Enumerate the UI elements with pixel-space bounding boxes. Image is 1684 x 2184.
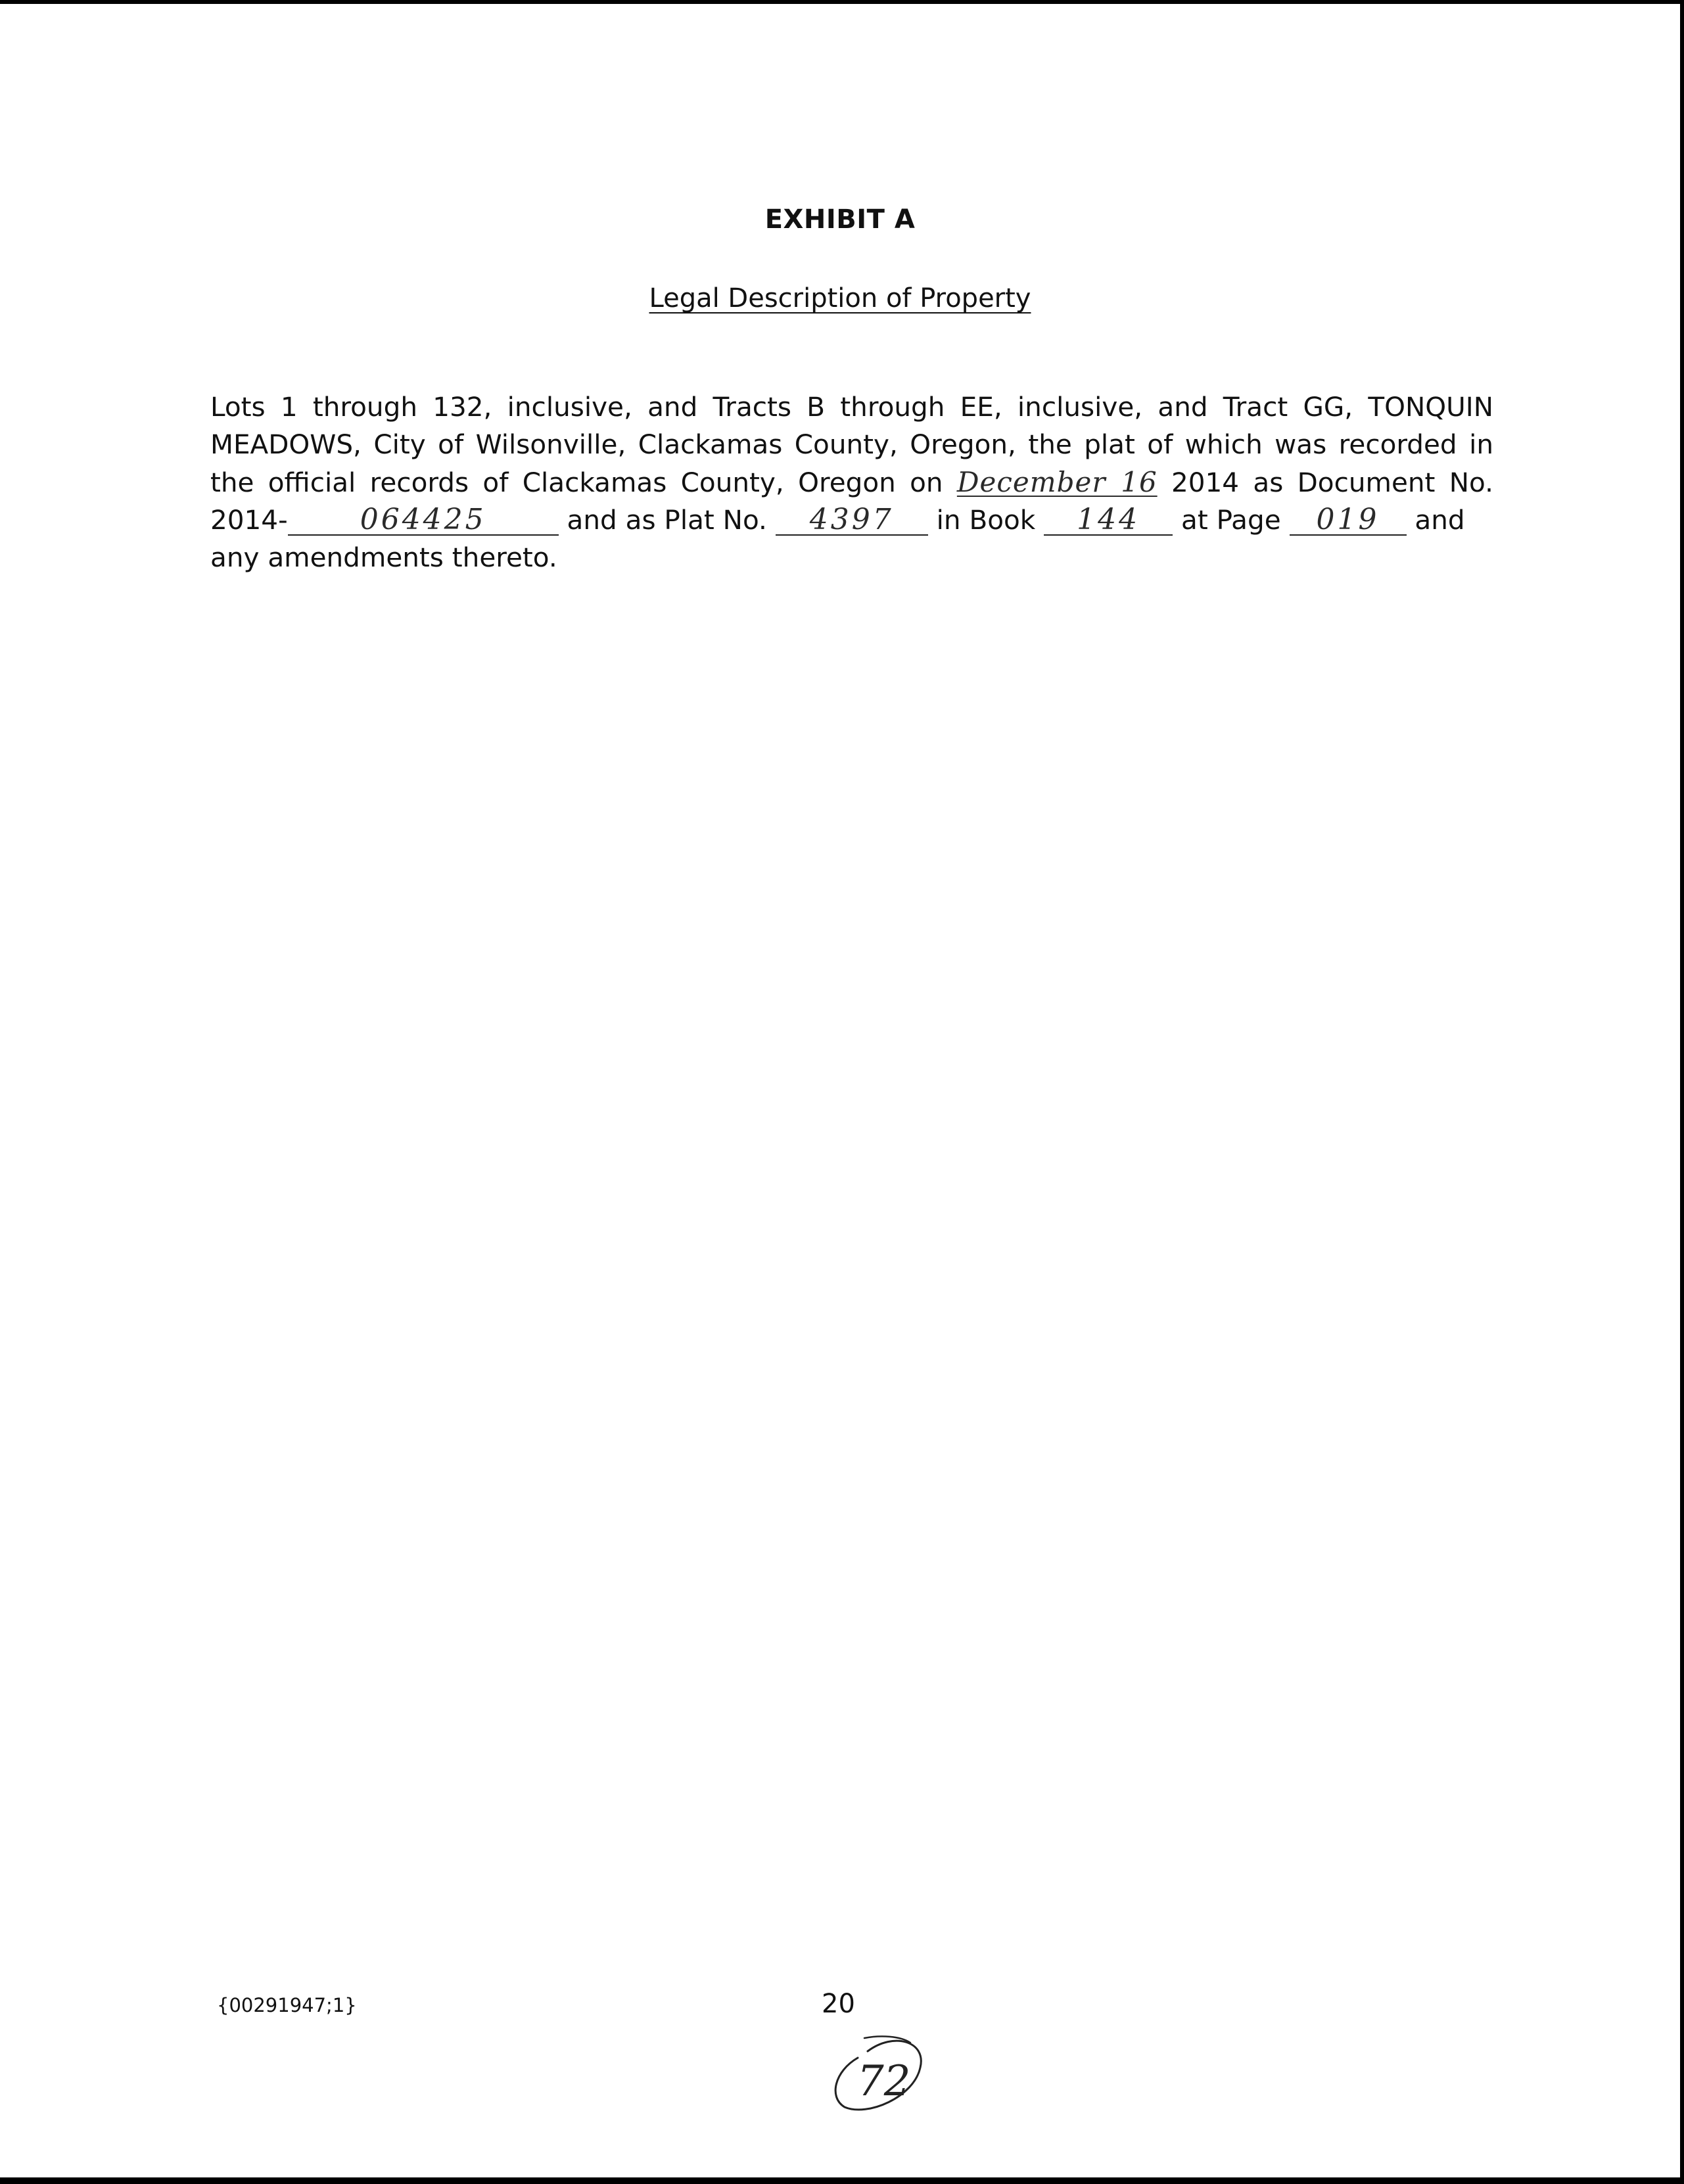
plat-number-handwritten: 4397 bbox=[809, 503, 894, 536]
page-number: 20 bbox=[822, 1989, 855, 2019]
line-4-plat-label: and as Plat No. bbox=[558, 504, 776, 536]
document-id: {00291947;1} bbox=[217, 1994, 357, 2016]
line-3-prefix: the official records of Clackamas County, Oregon on bbox=[210, 467, 957, 498]
line-4-prefix: 2014- bbox=[210, 504, 288, 536]
page-number-handwritten: 019 bbox=[1316, 503, 1380, 536]
handwritten-page-text: 72 bbox=[857, 2057, 911, 2106]
line-3-suffix: 2014 as Document No. bbox=[1157, 467, 1493, 498]
plat-number-blank bbox=[776, 505, 928, 536]
handwritten-circled-page-number bbox=[828, 2035, 933, 2120]
exhibit-title: EXHIBIT A bbox=[764, 204, 916, 235]
recorded-date-handwritten: December 16 bbox=[956, 466, 1158, 498]
line-4-suffix: and bbox=[1406, 504, 1465, 536]
legal-description-paragraph bbox=[210, 388, 1493, 576]
paragraph-line-1: Lots 1 through 132, inclusive, and Tracts B through EE, inclusive, and Tract GG, TONQUIN bbox=[210, 391, 1493, 423]
paragraph-line-3 bbox=[210, 463, 1493, 501]
paragraph-line-4 bbox=[210, 501, 1493, 539]
document-number-handwritten: 064425 bbox=[360, 503, 486, 536]
paragraph-line-5: any amendments thereto. bbox=[210, 542, 557, 573]
book-number-blank bbox=[1044, 505, 1173, 536]
document-page bbox=[0, 4, 1680, 2177]
document-number-blank bbox=[288, 505, 559, 536]
legal-description-heading-text: Legal Description of Property bbox=[649, 283, 1031, 314]
book-number-handwritten: 144 bbox=[1077, 503, 1140, 536]
line-4-book-label: in Book bbox=[927, 504, 1044, 536]
page-number-blank bbox=[1290, 505, 1407, 536]
legal-description-heading bbox=[0, 283, 1680, 314]
line-4-page-label: at Page bbox=[1173, 504, 1290, 536]
paragraph-line-2: MEADOWS, City of Wilsonville, Clackamas County, Oregon, the plat of which was recorded in bbox=[210, 429, 1493, 460]
